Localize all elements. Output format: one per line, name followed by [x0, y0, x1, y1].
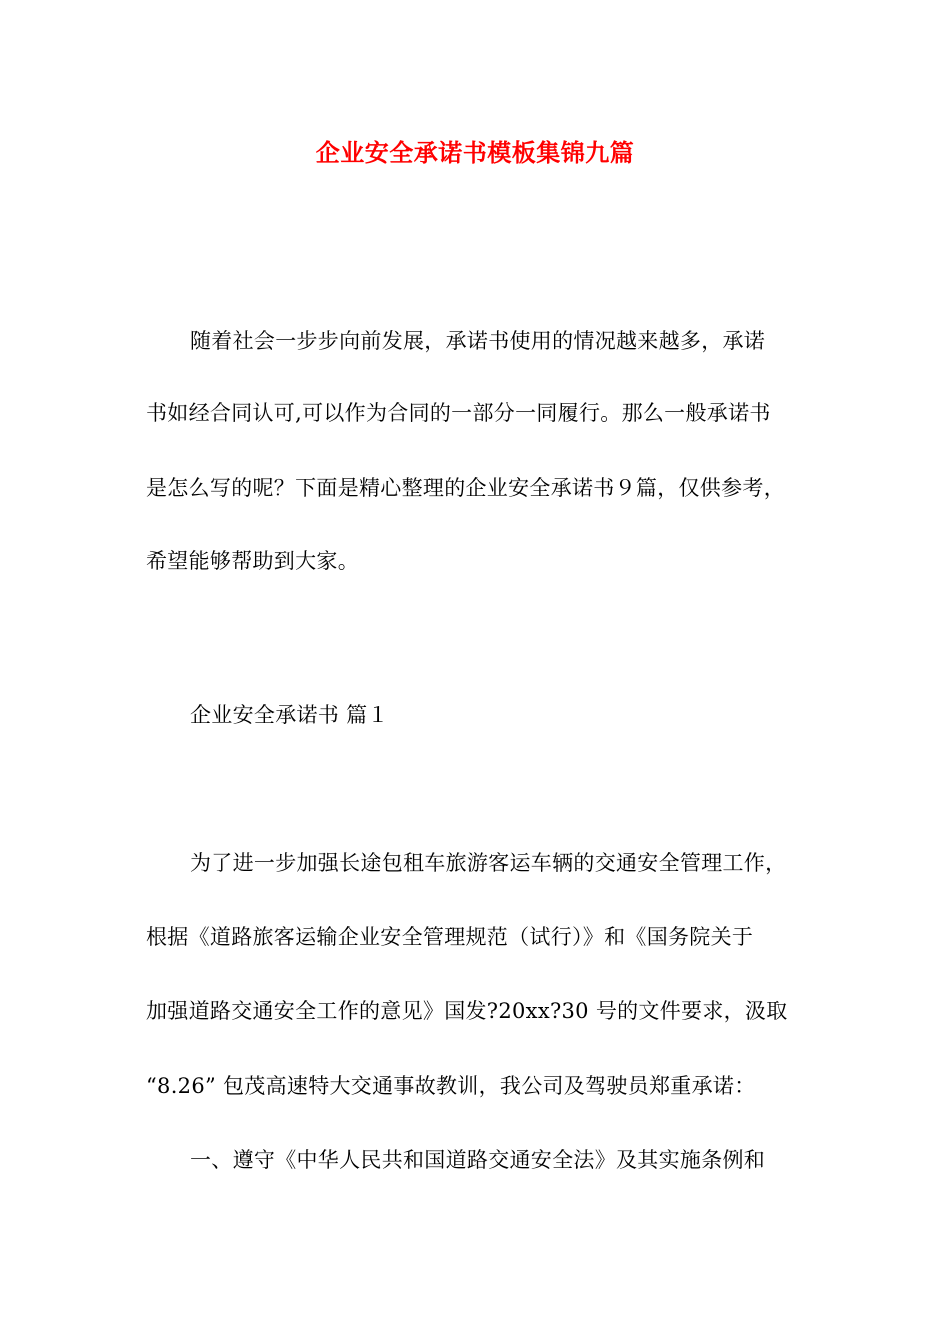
intro-line-2: 书如经合同认可,可以作为合同的一部分一同履行。那么一般承诺书	[146, 401, 771, 425]
body-line-1: 为了进一步加强长途包租车旅游客运车辆的交通安全管理工作，	[190, 851, 787, 875]
intro-line-4: 希望能够帮助到大家。	[146, 549, 359, 573]
intro-line-1: 随着社会一步步向前发展，承诺书使用的情况越来越多，承诺	[190, 329, 766, 353]
document-title: 企业安全承诺书模板集锦九篇	[315, 138, 635, 167]
body-line-5: 一、遵守《中华人民共和国道路交通安全法》及其实施条例和	[190, 1148, 766, 1172]
section-heading: 企业安全承诺书 篇１	[190, 703, 389, 727]
intro-line-3: 是怎么写的呢？下面是精心整理的企业安全承诺书９篇，仅供参考，	[146, 476, 785, 500]
body-line-4: “8.26” 包茂高速特大交通事故教训，我公司及驾驶员郑重承诺：	[146, 1074, 756, 1098]
body-line-2: 根据《道路旅客运输企业安全管理规范（试行）》和《国务院关于	[146, 925, 754, 949]
body-line-3: 加强道路交通安全工作的意见》国发?20xx?30 号的文件要求，汲取	[146, 999, 788, 1023]
